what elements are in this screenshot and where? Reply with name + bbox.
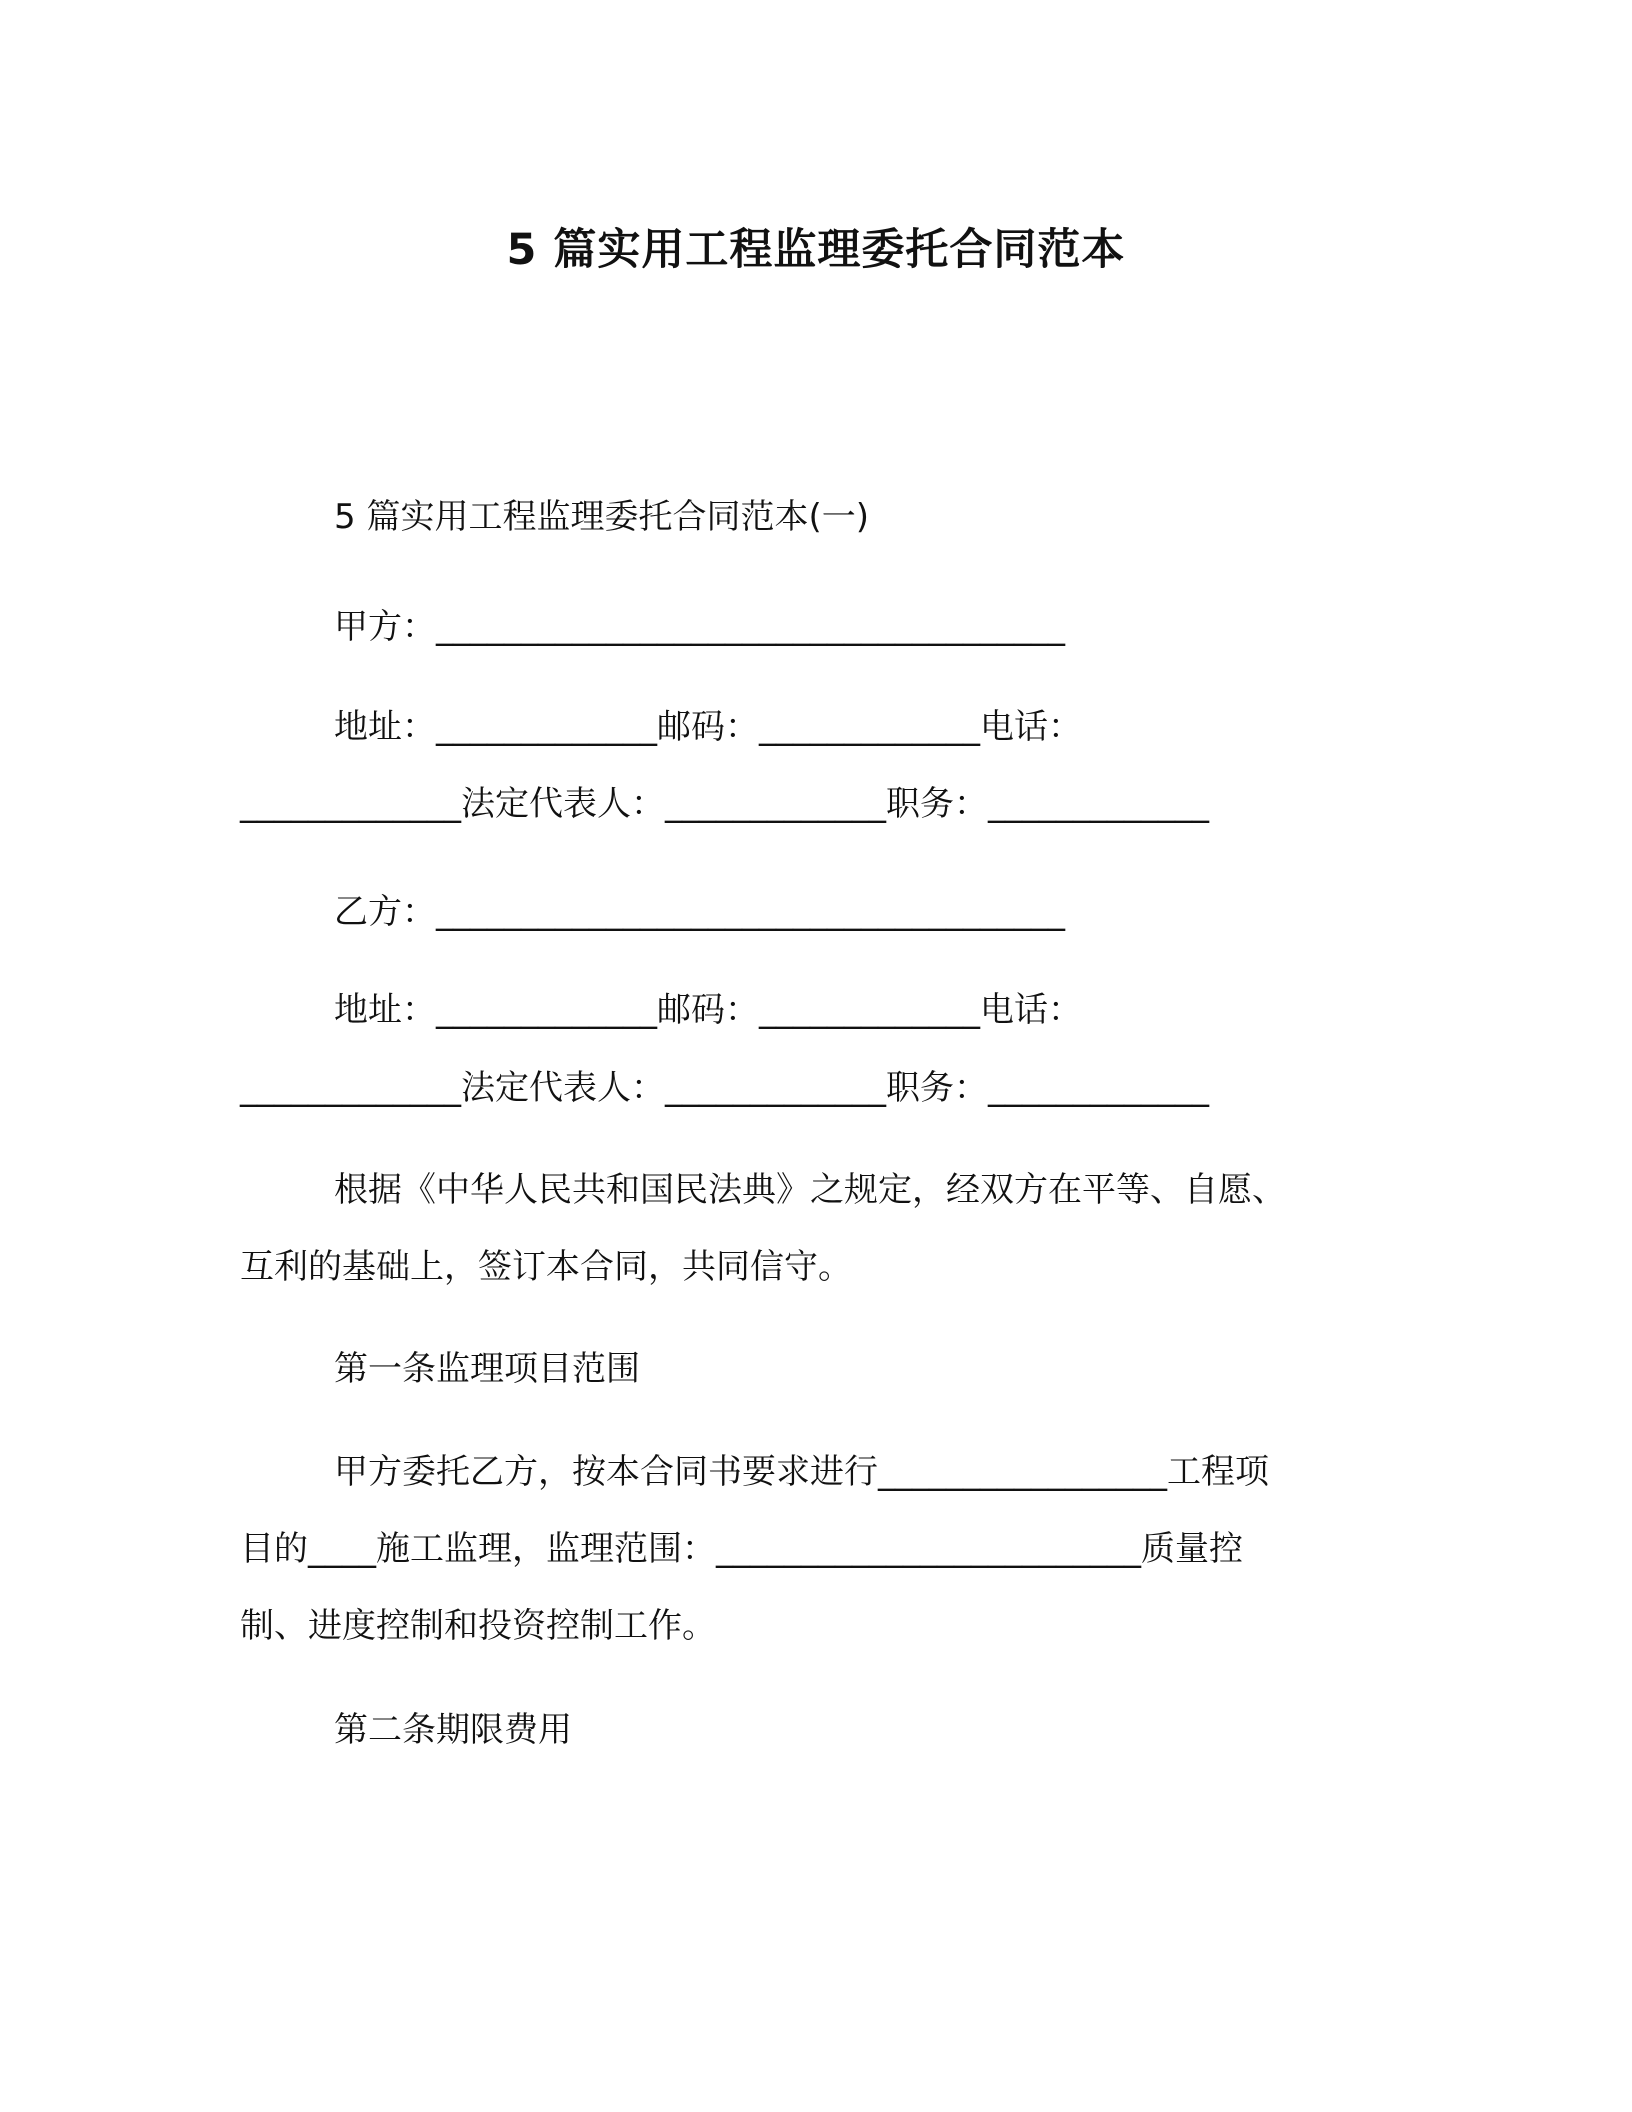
party-a-representative-line: _____________法定代表人：_____________职务：_____________ bbox=[240, 784, 1209, 824]
preamble-line-1: 根据《中华人民共和国民法典》之规定，经双方在平等、自愿、 bbox=[334, 1170, 1286, 1210]
article-1-line-1: 甲方委托乙方，按本合同书要求进行_________________工程项 bbox=[334, 1452, 1269, 1492]
article-1-heading: 第一条监理项目范围 bbox=[334, 1349, 640, 1389]
contract-subtitle: 5 篇实用工程监理委托合同范本(一) bbox=[334, 497, 869, 537]
document-title: 5 篇实用工程监理委托合同范本 bbox=[506, 225, 1126, 275]
article-1-line-2: 目的____施工监理，监理范围：_________________________质量控 bbox=[240, 1529, 1243, 1569]
preamble-line-2: 互利的基础上，签订本合同，共同信守。 bbox=[240, 1247, 852, 1287]
party-b-address-line: 地址：_____________邮码：_____________电话： bbox=[334, 990, 1082, 1030]
party-b-representative-line: _____________法定代表人：_____________职务：_____________ bbox=[240, 1068, 1209, 1108]
article-2-heading: 第二条期限费用 bbox=[334, 1710, 572, 1750]
party-b-name-line: 乙方：_____________________________________ bbox=[334, 892, 1065, 932]
article-1-line-3: 制、进度控制和投资控制工作。 bbox=[240, 1606, 716, 1646]
party-a-name-line: 甲方：_____________________________________ bbox=[334, 607, 1065, 647]
party-a-address-line: 地址：_____________邮码：_____________电话： bbox=[334, 707, 1082, 747]
